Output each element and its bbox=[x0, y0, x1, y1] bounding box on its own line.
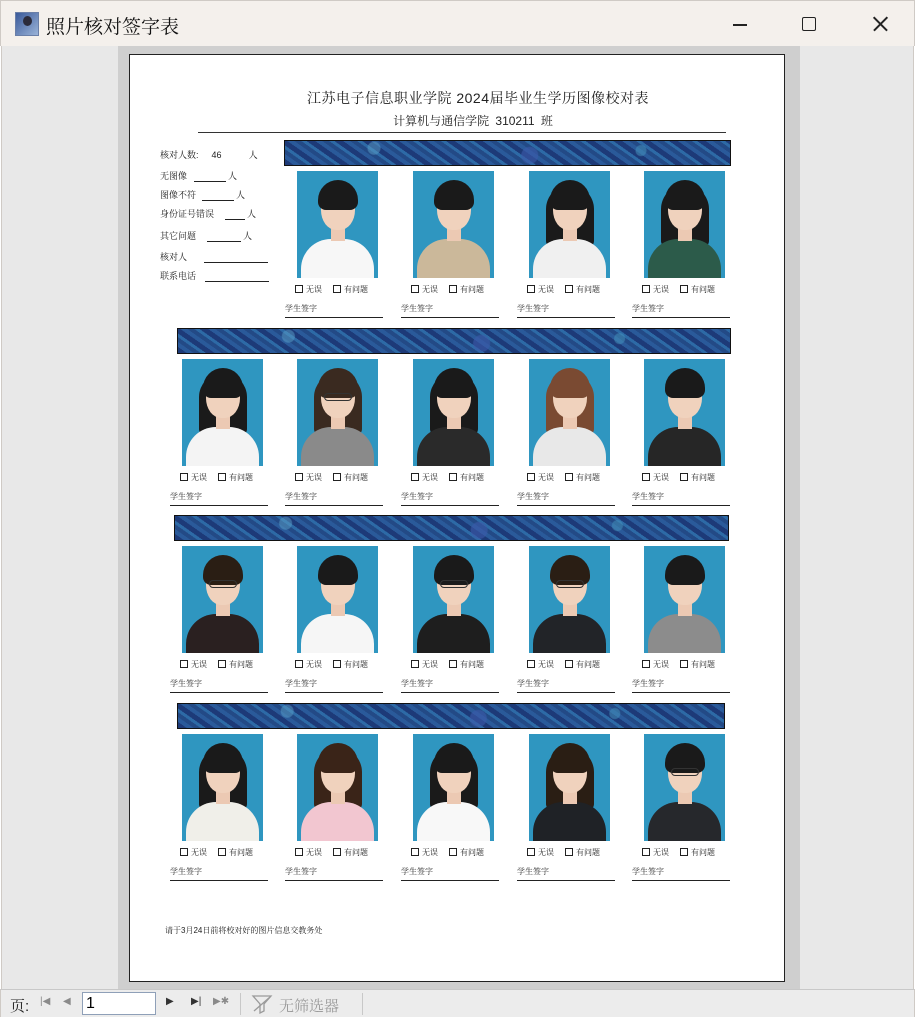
student-card bbox=[632, 546, 730, 696]
student-card bbox=[517, 734, 615, 884]
check-options bbox=[295, 659, 385, 670]
problem-checkbox[interactable] bbox=[218, 660, 226, 668]
student-photo bbox=[529, 359, 610, 466]
ok-checkbox[interactable] bbox=[411, 285, 419, 293]
problem-label: 有问题 bbox=[576, 473, 600, 482]
hair-shape bbox=[434, 368, 474, 398]
no-image-blank bbox=[194, 173, 226, 182]
check-options bbox=[527, 659, 617, 670]
problem-checkbox[interactable] bbox=[449, 848, 457, 856]
signature-line bbox=[170, 866, 268, 881]
problem-checkbox[interactable] bbox=[565, 848, 573, 856]
ok-checkbox[interactable] bbox=[180, 848, 188, 856]
page-number-input[interactable] bbox=[82, 992, 156, 1015]
ok-label: 无误 bbox=[653, 285, 669, 294]
ok-checkbox[interactable] bbox=[527, 660, 535, 668]
check-options bbox=[411, 472, 501, 483]
check-count-row bbox=[160, 148, 258, 161]
problem-checkbox[interactable] bbox=[333, 848, 341, 856]
signature-line bbox=[517, 491, 615, 506]
hair-shape bbox=[550, 180, 590, 210]
student-photo bbox=[644, 171, 725, 278]
problem-checkbox[interactable] bbox=[680, 660, 688, 668]
report-title: 江苏电子信息职业学院 2024届毕业生学历图像校对表 bbox=[306, 90, 650, 106]
signature-line bbox=[285, 678, 383, 693]
check-options bbox=[642, 472, 732, 483]
check-options bbox=[642, 847, 732, 858]
student-card bbox=[401, 171, 499, 321]
ok-checkbox[interactable] bbox=[295, 473, 303, 481]
check-options bbox=[642, 284, 732, 295]
shoulders-shape bbox=[301, 802, 374, 841]
problem-label: 有问题 bbox=[344, 285, 368, 294]
phone-row bbox=[160, 269, 269, 282]
ok-label: 无误 bbox=[191, 660, 207, 669]
signature-label: 学生签字 bbox=[632, 304, 664, 313]
glasses-shape bbox=[440, 580, 468, 588]
problem-label: 有问题 bbox=[460, 848, 484, 857]
student-card bbox=[285, 171, 383, 321]
filter-status[interactable]: 无筛选器 bbox=[279, 998, 340, 1015]
signature-label: 学生签字 bbox=[401, 304, 433, 313]
signature-label: 学生签字 bbox=[632, 867, 664, 876]
student-card bbox=[632, 734, 730, 884]
row-banner bbox=[174, 515, 729, 541]
signature-label: 学生签字 bbox=[517, 679, 549, 688]
student-photo bbox=[529, 734, 610, 841]
shoulders-shape bbox=[533, 802, 606, 841]
record-navigation-bar bbox=[0, 989, 915, 1017]
student-photo bbox=[644, 546, 725, 653]
check-options bbox=[527, 284, 617, 295]
app-icon bbox=[15, 12, 39, 36]
other-label: 其它问题 bbox=[160, 231, 197, 241]
signature-label: 学生签字 bbox=[170, 679, 202, 688]
minimize-button[interactable] bbox=[717, 9, 763, 39]
problem-checkbox[interactable] bbox=[449, 285, 457, 293]
problem-checkbox[interactable] bbox=[333, 660, 341, 668]
other-row bbox=[160, 229, 252, 242]
check-options bbox=[295, 472, 385, 483]
new-record-button[interactable]: ▶✱ bbox=[213, 996, 230, 1007]
signature-line bbox=[285, 866, 383, 881]
signature-label: 学生签字 bbox=[170, 492, 202, 501]
problem-label: 有问题 bbox=[576, 848, 600, 857]
signature-label: 学生签字 bbox=[401, 492, 433, 501]
signature-label: 学生签字 bbox=[632, 679, 664, 688]
id-error-row bbox=[160, 207, 256, 220]
title-divider bbox=[198, 132, 726, 133]
signature-label: 学生签字 bbox=[517, 867, 549, 876]
no-image-unit: 人 bbox=[228, 171, 238, 181]
ok-label: 无误 bbox=[191, 473, 207, 482]
problem-label: 有问题 bbox=[691, 285, 715, 294]
signature-line bbox=[632, 866, 730, 881]
hair-shape bbox=[550, 743, 590, 773]
student-photo bbox=[529, 546, 610, 653]
id-error-blank bbox=[225, 211, 245, 220]
problem-label: 有问题 bbox=[344, 473, 368, 482]
check-options bbox=[180, 472, 270, 483]
problem-label: 有问题 bbox=[229, 848, 253, 857]
ok-checkbox[interactable] bbox=[642, 848, 650, 856]
ok-checkbox[interactable] bbox=[642, 285, 650, 293]
last-page-button[interactable]: ▶| bbox=[191, 996, 202, 1007]
signature-line bbox=[285, 491, 383, 506]
signature-label: 学生签字 bbox=[285, 304, 317, 313]
ok-checkbox[interactable] bbox=[527, 848, 535, 856]
report-subtitle: 计算机与通信学院 310211 班 bbox=[393, 114, 553, 128]
student-photo bbox=[297, 546, 378, 653]
hair-shape bbox=[665, 555, 705, 585]
no-image-label: 无图像 bbox=[160, 171, 188, 181]
signature-line bbox=[170, 678, 268, 693]
signature-label: 学生签字 bbox=[285, 492, 317, 501]
ok-label: 无误 bbox=[306, 848, 322, 857]
ok-checkbox[interactable] bbox=[295, 285, 303, 293]
signature-line bbox=[401, 303, 499, 318]
check-options bbox=[411, 659, 501, 670]
problem-checkbox[interactable] bbox=[680, 285, 688, 293]
signature-line bbox=[632, 303, 730, 318]
hair-shape bbox=[665, 368, 705, 398]
ok-checkbox[interactable] bbox=[180, 660, 188, 668]
shoulders-shape bbox=[533, 427, 606, 466]
problem-checkbox[interactable] bbox=[449, 660, 457, 668]
check-count-label: 核对人数: bbox=[160, 150, 199, 160]
student-card bbox=[632, 359, 730, 509]
student-card bbox=[401, 359, 499, 509]
student-card bbox=[285, 546, 383, 696]
mismatch-unit: 人 bbox=[236, 190, 246, 200]
student-photo bbox=[297, 734, 378, 841]
student-card bbox=[401, 734, 499, 884]
minimize-icon bbox=[733, 24, 747, 26]
problem-label: 有问题 bbox=[576, 285, 600, 294]
hair-shape bbox=[665, 180, 705, 210]
ok-label: 无误 bbox=[191, 848, 207, 857]
ok-label: 无误 bbox=[538, 473, 554, 482]
student-photo bbox=[182, 734, 263, 841]
problem-checkbox[interactable] bbox=[680, 473, 688, 481]
shoulders-shape bbox=[648, 239, 721, 278]
signature-line bbox=[401, 866, 499, 881]
student-card bbox=[285, 734, 383, 884]
shoulders-shape bbox=[186, 614, 259, 653]
student-photo bbox=[413, 171, 494, 278]
signature-line bbox=[170, 491, 268, 506]
check-count-unit: 人 bbox=[248, 150, 258, 160]
hair-shape bbox=[203, 368, 243, 398]
window-titlebar bbox=[0, 0, 915, 46]
problem-checkbox[interactable] bbox=[218, 473, 226, 481]
maximize-icon bbox=[802, 17, 816, 31]
check-options bbox=[527, 847, 617, 858]
row-banner bbox=[177, 328, 731, 354]
ok-label: 无误 bbox=[422, 660, 438, 669]
first-page-button[interactable]: |◀ bbox=[40, 996, 51, 1007]
shoulders-shape bbox=[417, 427, 490, 466]
id-error-label: 身份证号错误 bbox=[160, 209, 215, 219]
shoulders-shape bbox=[186, 802, 259, 841]
glasses-shape bbox=[671, 768, 699, 776]
prev-page-button[interactable]: ◀ bbox=[63, 996, 71, 1007]
signature-label: 学生签字 bbox=[170, 867, 202, 876]
check-options bbox=[411, 847, 501, 858]
problem-label: 有问题 bbox=[576, 660, 600, 669]
check-options bbox=[295, 847, 385, 858]
shoulders-shape bbox=[417, 802, 490, 841]
signature-line bbox=[401, 491, 499, 506]
signature-line bbox=[401, 678, 499, 693]
hair-shape bbox=[550, 368, 590, 398]
page-label: 页: bbox=[10, 998, 30, 1015]
student-card bbox=[401, 546, 499, 696]
check-options bbox=[180, 659, 270, 670]
signature-label: 学生签字 bbox=[517, 492, 549, 501]
other-unit: 人 bbox=[243, 231, 253, 241]
problem-checkbox[interactable] bbox=[333, 285, 341, 293]
row-banner bbox=[284, 140, 731, 166]
problem-label: 有问题 bbox=[344, 848, 368, 857]
student-photo bbox=[182, 359, 263, 466]
student-photo bbox=[644, 359, 725, 466]
ok-label: 无误 bbox=[306, 660, 322, 669]
problem-label: 有问题 bbox=[344, 660, 368, 669]
check-options bbox=[642, 659, 732, 670]
signature-line bbox=[517, 866, 615, 881]
other-blank bbox=[207, 233, 241, 242]
signature-label: 学生签字 bbox=[401, 679, 433, 688]
problem-label: 有问题 bbox=[691, 473, 715, 482]
student-card bbox=[517, 171, 615, 321]
nav-separator bbox=[362, 993, 363, 1015]
no-image-row bbox=[160, 169, 237, 182]
shoulders-shape bbox=[417, 239, 490, 278]
problem-checkbox[interactable] bbox=[565, 660, 573, 668]
problem-checkbox[interactable] bbox=[218, 848, 226, 856]
shoulders-shape bbox=[533, 239, 606, 278]
check-count-value: 46 bbox=[211, 150, 222, 160]
ok-checkbox[interactable] bbox=[180, 473, 188, 481]
ok-checkbox[interactable] bbox=[411, 848, 419, 856]
hair-shape bbox=[434, 180, 474, 210]
ok-label: 无误 bbox=[422, 848, 438, 857]
student-card bbox=[517, 359, 615, 509]
ok-label: 无误 bbox=[306, 285, 322, 294]
mismatch-blank bbox=[202, 192, 234, 201]
problem-checkbox[interactable] bbox=[449, 473, 457, 481]
signature-line bbox=[632, 491, 730, 506]
close-button[interactable] bbox=[857, 9, 903, 39]
ok-checkbox[interactable] bbox=[295, 848, 303, 856]
signature-label: 学生签字 bbox=[632, 492, 664, 501]
glasses-shape bbox=[324, 393, 352, 401]
check-options bbox=[180, 847, 270, 858]
shoulders-shape bbox=[533, 614, 606, 653]
footer-note: 请于3月24日前将校对好的图片信息交教务处 bbox=[165, 926, 323, 935]
checker-row bbox=[160, 250, 268, 263]
ok-label: 无误 bbox=[653, 660, 669, 669]
student-card bbox=[170, 546, 268, 696]
mismatch-row bbox=[160, 188, 245, 201]
check-options bbox=[295, 284, 385, 295]
hair-shape bbox=[203, 743, 243, 773]
ok-checkbox[interactable] bbox=[642, 473, 650, 481]
checker-blank bbox=[204, 254, 268, 263]
ok-checkbox[interactable] bbox=[295, 660, 303, 668]
signature-line bbox=[285, 303, 383, 318]
ok-checkbox[interactable] bbox=[411, 473, 419, 481]
problem-label: 有问题 bbox=[460, 660, 484, 669]
signature-line bbox=[517, 678, 615, 693]
problem-label: 有问题 bbox=[229, 660, 253, 669]
signature-label: 学生签字 bbox=[401, 867, 433, 876]
window-title: 照片核对签字表 bbox=[46, 17, 180, 38]
problem-checkbox[interactable] bbox=[333, 473, 341, 481]
shoulders-shape bbox=[301, 614, 374, 653]
student-photo bbox=[413, 546, 494, 653]
ok-label: 无误 bbox=[422, 285, 438, 294]
student-photo bbox=[529, 171, 610, 278]
ok-checkbox[interactable] bbox=[527, 473, 535, 481]
student-card bbox=[517, 546, 615, 696]
mismatch-label: 图像不符 bbox=[160, 190, 197, 200]
problem-checkbox[interactable] bbox=[565, 473, 573, 481]
problem-label: 有问题 bbox=[691, 660, 715, 669]
student-photo bbox=[297, 171, 378, 278]
problem-checkbox[interactable] bbox=[680, 848, 688, 856]
phone-label: 联系电话 bbox=[160, 271, 197, 281]
glasses-shape bbox=[556, 580, 584, 588]
student-photo bbox=[413, 359, 494, 466]
problem-label: 有问题 bbox=[691, 848, 715, 857]
ok-label: 无误 bbox=[422, 473, 438, 482]
student-photo bbox=[644, 734, 725, 841]
shoulders-shape bbox=[186, 427, 259, 466]
check-options bbox=[527, 472, 617, 483]
problem-checkbox[interactable] bbox=[565, 285, 573, 293]
ok-label: 无误 bbox=[653, 473, 669, 482]
ok-label: 无误 bbox=[538, 285, 554, 294]
student-card bbox=[285, 359, 383, 509]
student-photo bbox=[182, 546, 263, 653]
maximize-button[interactable] bbox=[786, 9, 832, 39]
problem-label: 有问题 bbox=[460, 285, 484, 294]
ok-checkbox[interactable] bbox=[411, 660, 419, 668]
signature-label: 学生签字 bbox=[517, 304, 549, 313]
check-options bbox=[411, 284, 501, 295]
ok-checkbox[interactable] bbox=[642, 660, 650, 668]
student-photo bbox=[413, 734, 494, 841]
shoulders-shape bbox=[417, 614, 490, 653]
problem-label: 有问题 bbox=[460, 473, 484, 482]
signature-label: 学生签字 bbox=[285, 867, 317, 876]
ok-label: 无误 bbox=[538, 660, 554, 669]
ok-label: 无误 bbox=[306, 473, 322, 482]
ok-checkbox[interactable] bbox=[527, 285, 535, 293]
hair-shape bbox=[318, 743, 358, 773]
row-banner bbox=[177, 703, 725, 729]
phone-blank bbox=[205, 273, 269, 282]
hair-shape bbox=[318, 555, 358, 585]
shoulders-shape bbox=[301, 427, 374, 466]
problem-label: 有问题 bbox=[229, 473, 253, 482]
no-filter-icon bbox=[251, 994, 273, 1014]
ok-label: 无误 bbox=[653, 848, 669, 857]
hair-shape bbox=[434, 743, 474, 773]
shoulders-shape bbox=[648, 427, 721, 466]
student-card bbox=[170, 359, 268, 509]
signature-line bbox=[632, 678, 730, 693]
student-photo bbox=[297, 359, 378, 466]
report-page bbox=[129, 54, 785, 982]
next-page-button[interactable]: ▶ bbox=[166, 996, 174, 1007]
glasses-shape bbox=[209, 580, 237, 588]
shoulders-shape bbox=[648, 614, 721, 653]
ok-label: 无误 bbox=[538, 848, 554, 857]
nav-separator bbox=[240, 993, 241, 1015]
checker-label: 核对人 bbox=[160, 252, 188, 262]
signature-line bbox=[517, 303, 615, 318]
id-error-unit: 人 bbox=[247, 209, 257, 219]
student-card bbox=[632, 171, 730, 321]
hair-shape bbox=[318, 180, 358, 210]
signature-label: 学生签字 bbox=[285, 679, 317, 688]
shoulders-shape bbox=[648, 802, 721, 841]
shoulders-shape bbox=[301, 239, 374, 278]
student-card bbox=[170, 734, 268, 884]
